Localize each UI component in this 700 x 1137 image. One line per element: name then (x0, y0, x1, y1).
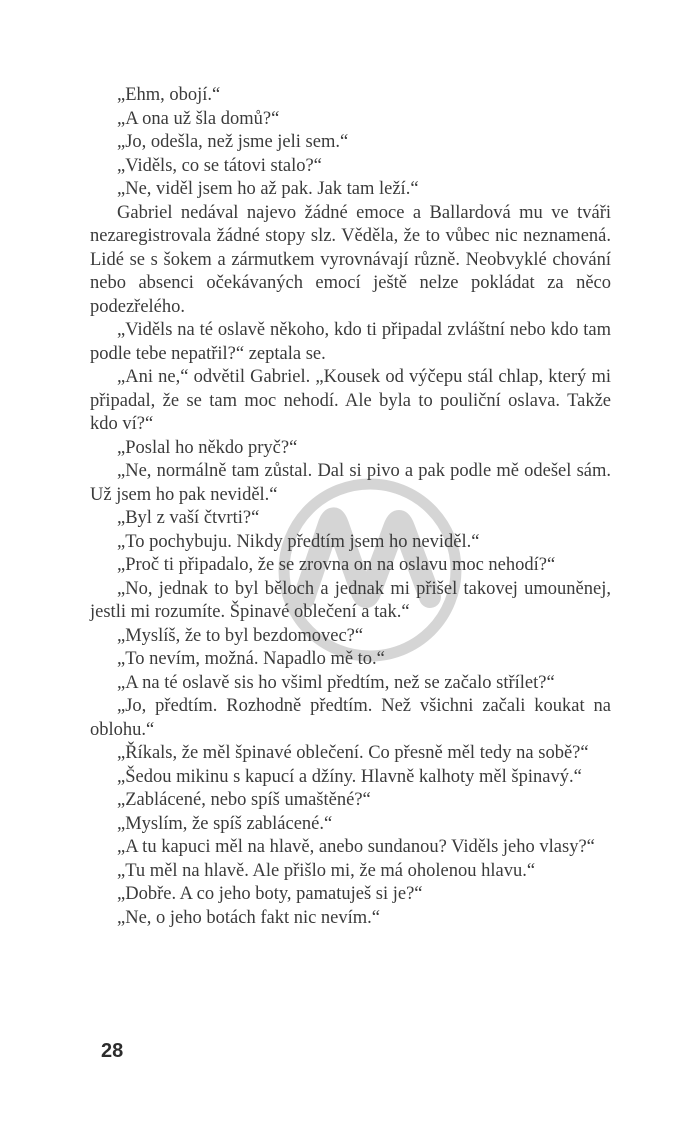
paragraph: „Byl z vaší čtvrti?“ (117, 508, 260, 528)
paragraph: „Ehm, obojí.“ (117, 85, 221, 105)
paragraph: „Jo, odešla, než jsme jeli sem.“ (117, 132, 349, 152)
paragraph: „No, jednak to byl běloch a jednak mi přišel takovej umouněnej, jestli mi rozumíte. Špinavé oblečení a tak.“ (90, 578, 611, 622)
paragraph: „Ne, viděl jsem ho až pak. Jak tam leží.“ (117, 179, 419, 199)
paragraph: „Viděls na té oslavě někoho, kdo ti připadal zvláštní nebo kdo tam podle tebe nepatřil?“ zeptala se. (90, 320, 611, 364)
paragraph: „To pochybuju. Nikdy předtím jsem ho neviděl.“ (117, 531, 480, 552)
page-number: 28 (101, 1040, 124, 1062)
paragraph: „Ne, o jeho botách fakt nic nevím.“ (117, 907, 381, 928)
paragraph: „Viděls, co se tátovi stalo?“ (117, 155, 322, 176)
paragraph: Gabriel nedával najevo žádné emoce a Ballardová mu ve tváři nezaregistrovala žádné stopy slz. Věděla, že to vůbec nic neznamená. Lidé se s šokem a zármutkem vyrovnávají různě. Neobvyklé chování nebo absenci očekávaných emocí ještě nelze pokládat za něco podezřelého. (90, 202, 611, 317)
paragraph: „Myslím, že spíš zablácené.“ (117, 813, 333, 834)
paragraph: „Tu měl na hlavě. Ale přišlo mi, že má oholenou hlavu.“ (117, 860, 536, 881)
paragraph: „A na té oslavě sis ho všiml předtím, než se začalo střílet?“ (117, 672, 555, 693)
paragraph: „Poslal ho někdo pryč?“ (117, 437, 298, 458)
paragraph: „Říkals, že měl špinavé oblečení. Co přesně měl tedy na sobě?“ (117, 743, 589, 763)
paragraph: „Proč ti připadalo, že se zrovna on na oslavu moc nehodí?“ (117, 555, 556, 575)
paragraph: „To nevím, možná. Napadlo mě to.“ (117, 649, 385, 669)
paragraph: „Zablácené, nebo spíš umaštěné?“ (117, 790, 371, 810)
paragraph: „Šedou mikinu s kapucí a džíny. Hlavně kalhoty měl špinavý.“ (117, 766, 582, 787)
paragraph: „Jo, předtím. Rozhodně předtím. Než všichni začali koukat na oblohu.“ (90, 696, 611, 740)
body-text (90, 84, 611, 930)
paragraph: „Ani ne,“ odvětil Gabriel. „Kousek od výčepu stál chlap, který mi připadal, že se tam moc nehodí. Ale byla to pouliční oslava. Takže kdo ví?“ (90, 367, 611, 434)
paragraph: „Dobře. A co jeho boty, pamatuješ si je?“ (117, 884, 423, 904)
paragraph: „A ona už šla domů?“ (117, 108, 280, 129)
paragraph: „Myslíš, že to byl bezdomovec?“ (117, 625, 364, 646)
paragraph: „Ne, normálně tam zůstal. Dal si pivo a pak podle mě odešel sám. Už jsem ho pak neviděl.“ (90, 461, 611, 505)
paragraph: „A tu kapuci měl na hlavě, anebo sundanou? Viděls jeho vlasy?“ (117, 837, 595, 857)
